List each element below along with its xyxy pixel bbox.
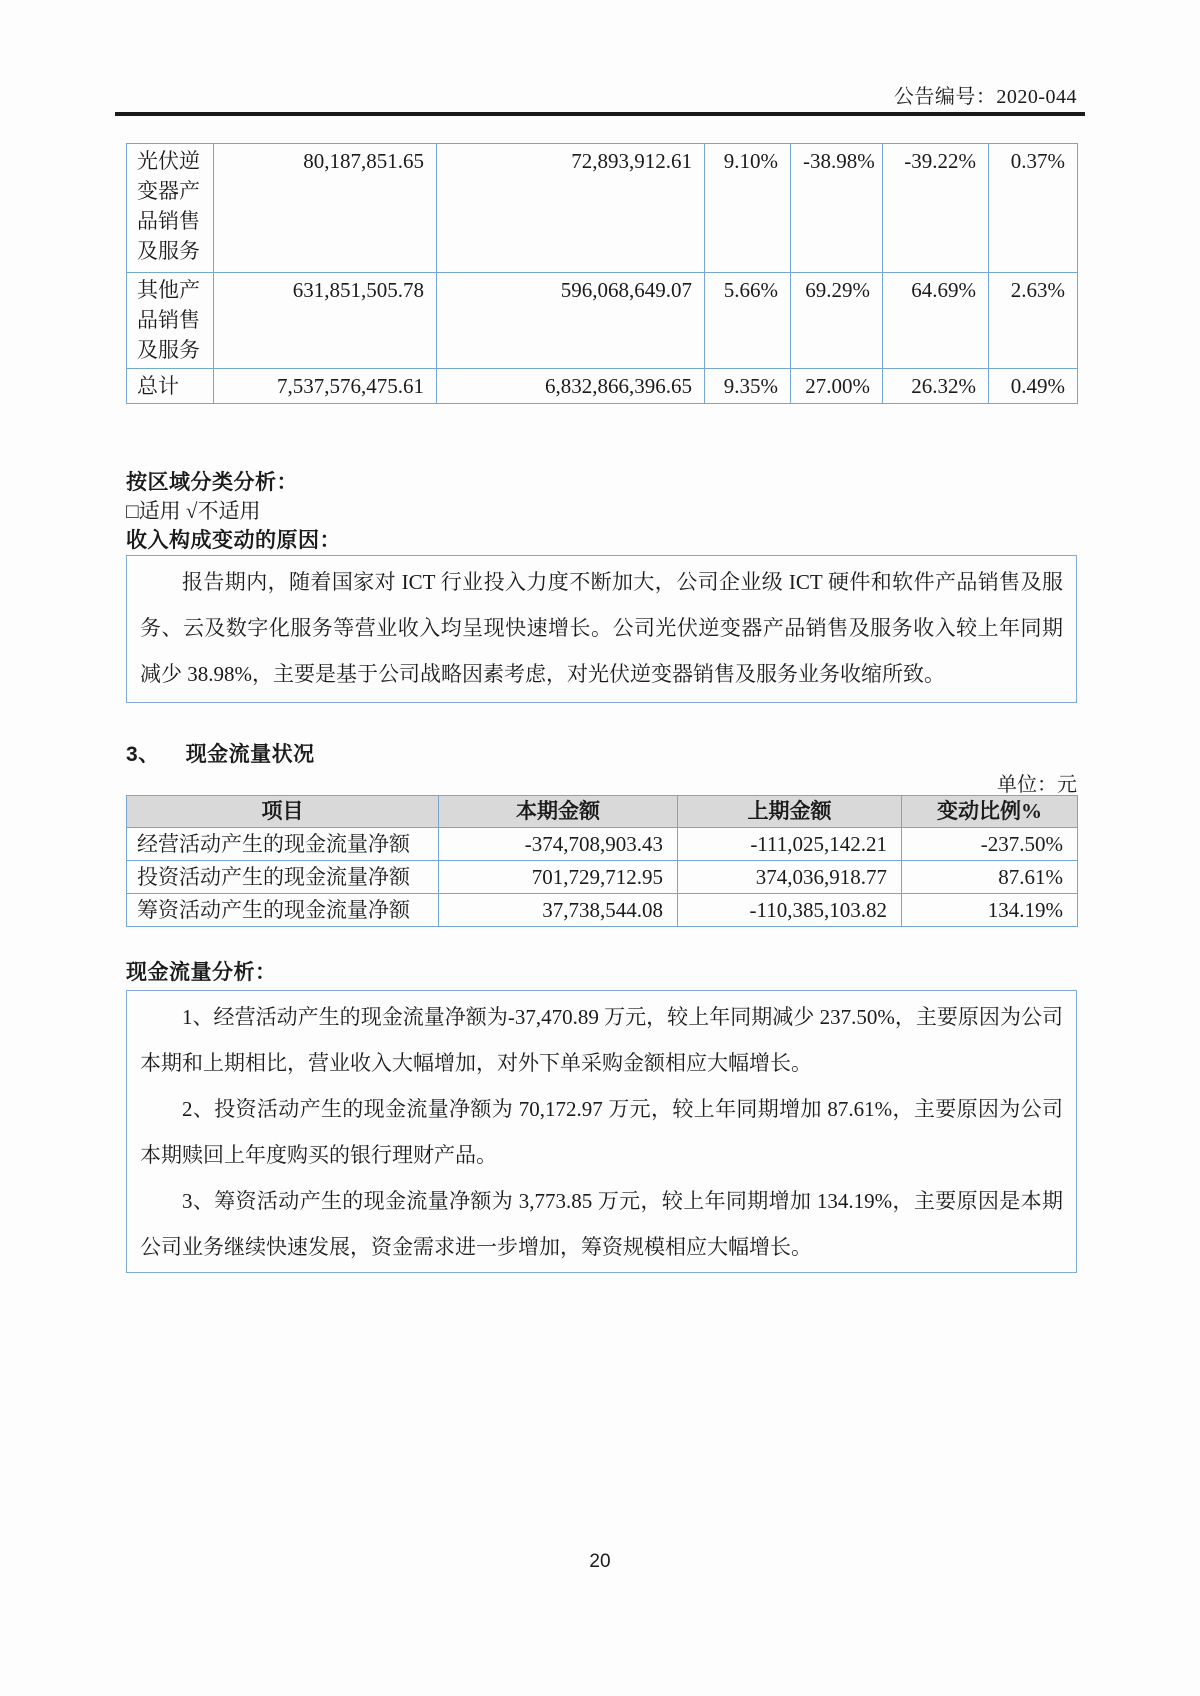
cash-item-label: 筹资活动产生的现金流量净额 [127,894,439,927]
segment-current-amount: 7,537,576,475.61 [214,369,437,404]
reason-paragraph: 报告期内，随着国家对 ICT 行业投入力度不断加大，公司企业级 ICT 硬件和软件产品销售及服务、云及数字化服务等营业收入均呈现快速增长。公司光伏逆变器产品销售及服务收入较上年同期减少 38.98%，主要是基于公司战略因素考虑，对光伏逆变器销售及服务业务收缩所致。 [140,570,1063,686]
segment-pct-4: 0.49% [989,369,1078,404]
applicability-line: □适用 √不适用 [126,499,261,523]
segment-label: 光伏逆变器产品销售及服务 [127,144,214,273]
cash-current-amount: 37,738,544.08 [439,894,678,927]
segment-pct-1: 5.66% [705,273,791,369]
segment-pct-2: 69.29% [791,273,883,369]
header-rule [115,112,1085,116]
segment-pct-2: 27.00% [791,369,883,404]
table-row-total [127,369,1078,404]
analysis-paragraph-2: 2、投资活动产生的现金流量净额为 70,172.97 万元，较上年同期增加 87.61%，主要原因为公司本期赎回上年度购买的银行理财产品。 [140,1097,1063,1167]
segment-label: 其他产品销售及服务 [127,273,214,369]
cash-item-label: 经营活动产生的现金流量净额 [127,828,439,861]
segment-pct-3: 64.69% [883,273,989,369]
analysis-paragraph-3: 3、筹资活动产生的现金流量净额为 3,773.85 万元，较上年同期增加 134.19%，主要原因是本期公司业务继续快速发展，资金需求进一步增加，筹资规模相应大幅增长。 [140,1189,1063,1259]
table-header-row [127,796,1078,828]
col-header-item: 项目 [127,796,439,828]
section-number: 3、 [126,743,160,766]
segment-pct-3: -39.22% [883,144,989,273]
col-header-current: 本期金额 [439,796,678,828]
region-analysis-heading: 按区域分类分析： [126,471,298,494]
analysis-paragraph-1: 1、经营活动产生的现金流量净额为-37,470.89 万元，较上年同期减少 237.50%，主要原因为公司本期和上期相比，营业收入大幅增加，对外下单采购金额相应大幅增长。 [140,1005,1063,1075]
cash-flow-analysis-box [126,990,1077,1273]
cash-current-amount: -374,708,903.43 [439,828,678,861]
cash-prior-amount: 374,036,918.77 [678,861,902,894]
segment-pct-3: 26.32% [883,369,989,404]
cash-flow-analysis-heading: 现金流量分析： [126,961,277,984]
segment-pct-1: 9.35% [705,369,791,404]
segment-prior-amount: 72,893,912.61 [437,144,705,273]
segment-pct-2: -38.98% [791,144,883,273]
announcement-number: 公告编号：2020-044 [893,86,1077,108]
col-header-change: 变动比例% [902,796,1078,828]
cash-current-amount: 701,729,712.95 [439,861,678,894]
cash-prior-amount: -111,025,142.21 [678,828,902,861]
cash-flow-section-heading [126,738,315,768]
page-number: 20 [589,1551,611,1572]
cash-change-pct: 87.61% [902,861,1078,894]
cash-change-pct: -237.50% [902,828,1078,861]
segment-current-amount: 631,851,505.78 [214,273,437,369]
segment-pct-1: 9.10% [705,144,791,273]
cash-item-label: 投资活动产生的现金流量净额 [127,861,439,894]
section-title: 现金流量状况 [185,743,315,766]
unit-label: 单位：元 [997,774,1077,796]
revenue-change-reason-box [126,555,1077,703]
cash-flow-table [126,795,1078,927]
table-row [127,828,1078,861]
segment-pct-4: 0.37% [989,144,1078,273]
segment-pct-4: 2.63% [989,273,1078,369]
segment-prior-amount: 596,068,649.07 [437,273,705,369]
segment-label: 总计 [127,369,214,404]
cash-change-pct: 134.19% [902,894,1078,927]
col-header-prior: 上期金额 [678,796,902,828]
cash-prior-amount: -110,385,103.82 [678,894,902,927]
segment-current-amount: 80,187,851.65 [214,144,437,273]
table-row [127,894,1078,927]
table-row [127,273,1078,369]
table-row [127,144,1078,273]
segment-prior-amount: 6,832,866,396.65 [437,369,705,404]
table-row [127,861,1078,894]
segment-revenue-table [126,143,1078,404]
revenue-change-reason-heading: 收入构成变动的原因： [126,529,341,552]
